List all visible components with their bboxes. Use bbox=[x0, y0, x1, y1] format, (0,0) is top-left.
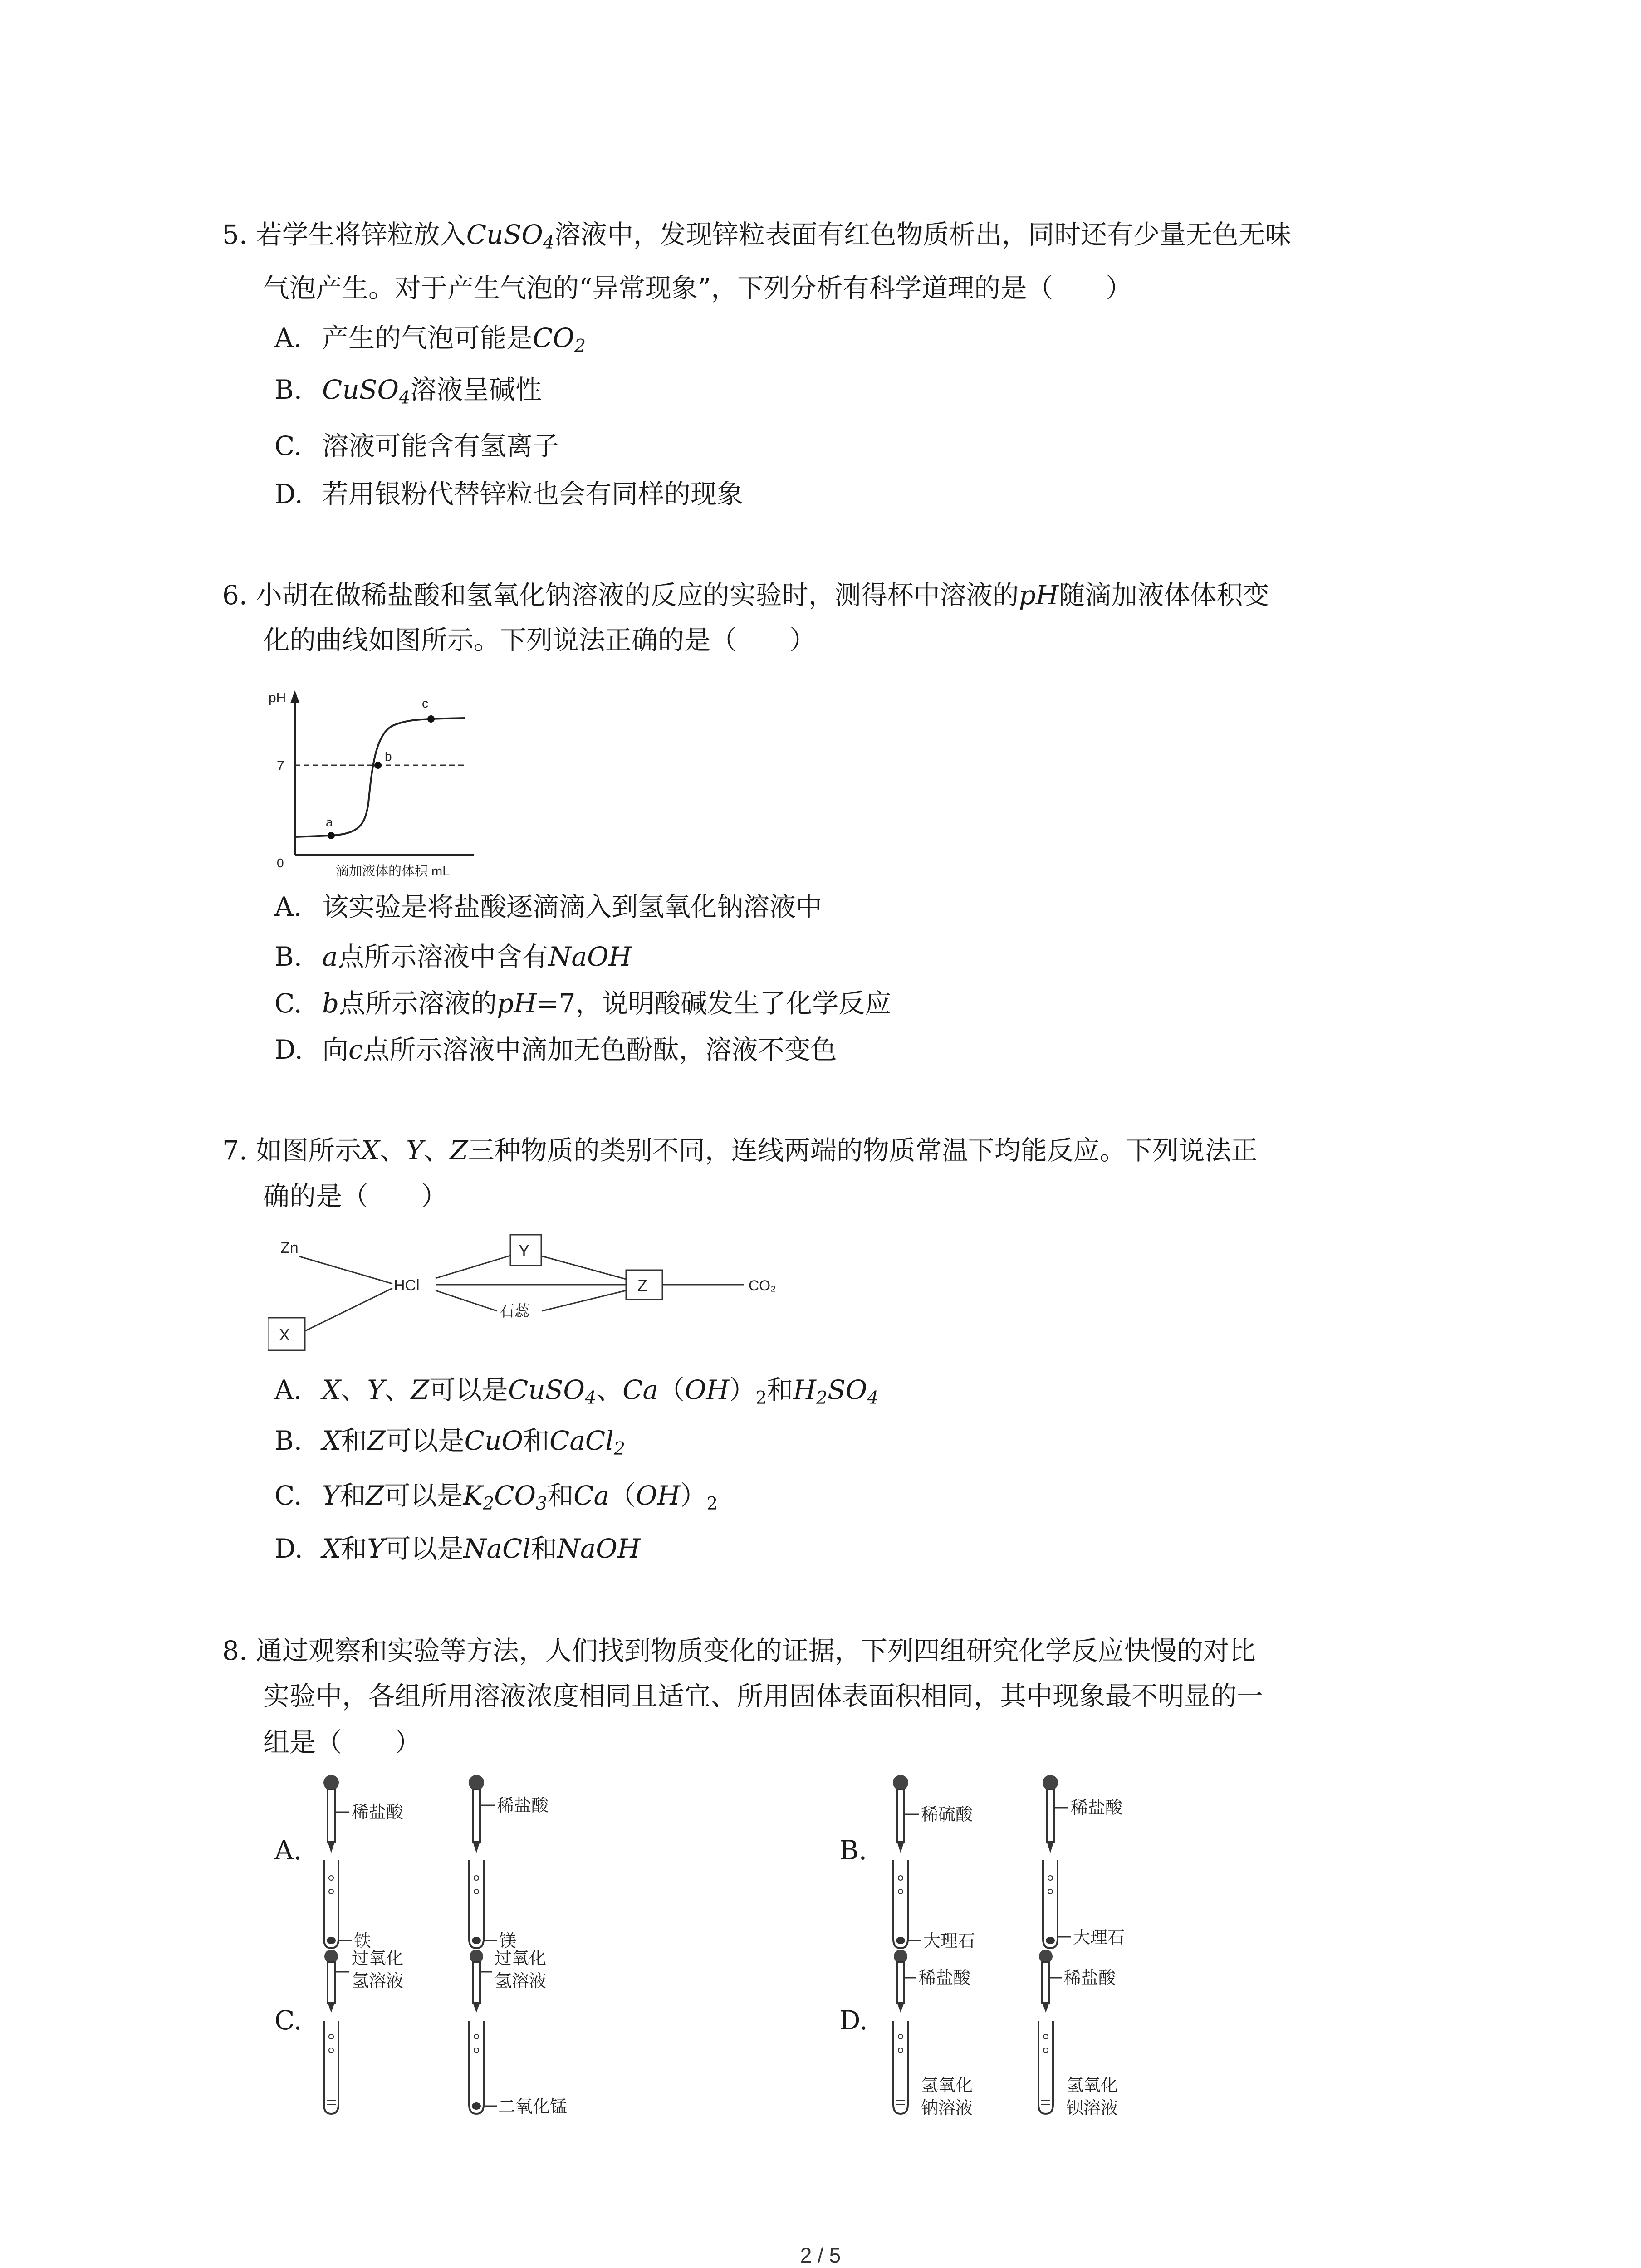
q7-option-b[interactable]: B. X和Z可以是CuO和CaCl$_2$ bbox=[274, 1425, 625, 1460]
label-marble-1: 大理石 bbox=[923, 1932, 975, 1951]
label-manganese-dioxide: 二氧化锰 bbox=[498, 2097, 568, 2116]
page-number: 2 / 5 bbox=[800, 2244, 841, 2267]
q8-option-b-apparatus[interactable] bbox=[887, 1769, 1214, 1960]
x-label: X bbox=[279, 1325, 290, 1344]
q5-stem-line1: 5. 若学生将锌粒放入CuSO$_4$溶液中，发现锌粒表面有红色物质析出，同时还有少量无色无味 bbox=[222, 219, 1291, 254]
ph-graph-y-arrow bbox=[290, 690, 299, 703]
label-peroxide-1a: 过氧化 bbox=[352, 1949, 404, 1968]
label-sulfuric-acid: 稀硫酸 bbox=[921, 1805, 973, 1824]
test-tube-icon bbox=[1038, 2021, 1053, 2114]
label-naoh-b: 钠溶液 bbox=[921, 2099, 973, 2118]
label-magnesium: 镁 bbox=[499, 1932, 517, 1951]
q6-option-c[interactable]: C. b点所示溶液的pH=7，说明酸碱发生了化学反应 bbox=[274, 988, 892, 1019]
q8-stem-line2: 实验中，各组所用溶液浓度相同且适宜、所用固体表面积相同，其中现象最不明显的一 bbox=[263, 1681, 1264, 1711]
point-c bbox=[427, 715, 435, 723]
point-a bbox=[328, 832, 335, 839]
x-axis-label: 滴加液体的体积 mL bbox=[336, 864, 450, 879]
dropper-icon bbox=[1043, 1775, 1058, 1853]
q6-option-b[interactable]: B. a点所示溶液中含有NaOH bbox=[274, 941, 632, 972]
co2-label: CO₂ bbox=[749, 1277, 776, 1294]
test-tube-icon bbox=[1043, 1860, 1058, 1948]
dropper-icon bbox=[469, 1775, 484, 1853]
q5-option-b[interactable]: B. CuSO$_4$溶液呈碱性 bbox=[274, 374, 542, 409]
dropper-icon bbox=[323, 1775, 339, 1853]
origin-label: 0 bbox=[277, 856, 284, 870]
q8-option-c-label[interactable]: C. bbox=[274, 2005, 302, 2036]
q8-option-b-label[interactable]: B. bbox=[839, 1835, 867, 1866]
label-baoh-b: 钡溶液 bbox=[1066, 2099, 1118, 2118]
label-acid-d2: 稀盐酸 bbox=[1064, 1969, 1116, 1988]
label-naoh-a: 氢氧化 bbox=[921, 2076, 973, 2095]
dropper-icon bbox=[470, 1950, 483, 2013]
z-label: Z bbox=[637, 1276, 647, 1295]
label-peroxide-2b: 氢溶液 bbox=[495, 1972, 547, 1991]
label-acid-2: 稀盐酸 bbox=[497, 1796, 549, 1815]
q8-option-d-label[interactable]: D. bbox=[839, 2005, 868, 2036]
seven-label: 7 bbox=[277, 758, 284, 773]
q8-option-c-apparatus[interactable] bbox=[318, 1944, 644, 2125]
label-peroxide-2a: 过氧化 bbox=[495, 1949, 547, 1968]
q8-option-a-apparatus[interactable] bbox=[318, 1769, 644, 1960]
q7-stem-line2: 确的是（ ） bbox=[263, 1181, 448, 1212]
test-tube-icon bbox=[893, 1860, 908, 1948]
label-hydrochloric-acid: 稀盐酸 bbox=[1071, 1799, 1123, 1818]
q6-option-a[interactable]: A. 该实验是将盐酸逐滴滴入到氢氧化钠溶液中 bbox=[274, 891, 823, 922]
test-tube-icon bbox=[324, 1860, 338, 1948]
dropper-icon bbox=[324, 1950, 338, 2013]
q6-stem-line1: 6. 小胡在做稀盐酸和氢氧化钠溶液的反应的实验时，测得杯中溶液的pH随滴加液体体积变 bbox=[222, 580, 1269, 611]
test-tube-icon bbox=[893, 2021, 908, 2114]
test-tube-icon bbox=[469, 2021, 484, 2114]
test-tube-icon bbox=[469, 1860, 484, 1948]
y-label: Y bbox=[519, 1242, 530, 1260]
label-marble-2: 大理石 bbox=[1073, 1928, 1125, 1947]
label-iron: 铁 bbox=[354, 1932, 372, 1951]
q6-option-d[interactable]: D. 向c点所示溶液中滴加无色酚酞，溶液不变色 bbox=[274, 1034, 837, 1065]
point-b bbox=[374, 762, 382, 769]
label-acid-d1: 稀盐酸 bbox=[919, 1969, 971, 1988]
q6-stem-line2: 化的曲线如图所示。下列说法正确的是（ ） bbox=[263, 625, 816, 655]
q7-option-d[interactable]: D. X和Y可以是NaCl和NaOH bbox=[274, 1533, 641, 1564]
shirui-label: 石蕊 bbox=[499, 1303, 530, 1320]
q8-stem-line1: 8. 通过观察和实验等方法，人们找到物质变化的证据，下列四组研究化学反应快慢的对比 bbox=[222, 1635, 1256, 1666]
point-a-label: a bbox=[326, 815, 333, 829]
label-peroxide-1b: 氢溶液 bbox=[352, 1972, 404, 1991]
test-tube-icon bbox=[324, 2021, 338, 2114]
label-baoh-a: 氢氧化 bbox=[1066, 2076, 1118, 2095]
q8-option-a-label[interactable]: A. bbox=[274, 1835, 302, 1866]
q5-option-c[interactable]: C. 溶液可能含有氢离子 bbox=[274, 430, 559, 461]
q5-option-a[interactable]: A. 产生的气泡可能是$CO_2$ bbox=[274, 323, 586, 357]
q8-option-d-apparatus[interactable] bbox=[887, 1944, 1214, 2125]
q7-stem-line1: 7. 如图所示X、Y、Z三种物质的类别不同，连线两端的物质常温下均能反应。下列说法正 bbox=[222, 1135, 1258, 1166]
point-c-label: c bbox=[422, 696, 428, 710]
label-acid-1: 稀盐酸 bbox=[352, 1803, 404, 1822]
hcl-label: HCl bbox=[394, 1277, 420, 1294]
q7-option-a[interactable]: A. X、Y、Z可以是CuSO$_4$、$Ca(OH)_2$和$H_2SO_4$ bbox=[274, 1374, 879, 1409]
dropper-icon bbox=[1039, 1950, 1053, 2013]
dropper-icon bbox=[894, 1950, 907, 2013]
reaction-diagram bbox=[268, 1216, 812, 1361]
ph-curve bbox=[295, 718, 465, 837]
point-b-label: b bbox=[385, 749, 392, 763]
q8-stem-line3: 组是（ ） bbox=[263, 1727, 421, 1758]
q5-stem-line2: 气泡产生。对于产生气泡的“异常现象”，下列分析有科学道理的是（ ） bbox=[263, 273, 1132, 303]
ph-curve-graph bbox=[263, 676, 481, 885]
ph-axis-label: pH bbox=[269, 690, 286, 705]
zn-label: Zn bbox=[280, 1239, 299, 1256]
q5-option-d[interactable]: D. 若用银粉代替锌粒也会有同样的现象 bbox=[274, 479, 744, 509]
q7-option-c[interactable]: C. Y和Z可以是$K_2CO_3$和$Ca(OH)_2$ bbox=[274, 1480, 718, 1515]
